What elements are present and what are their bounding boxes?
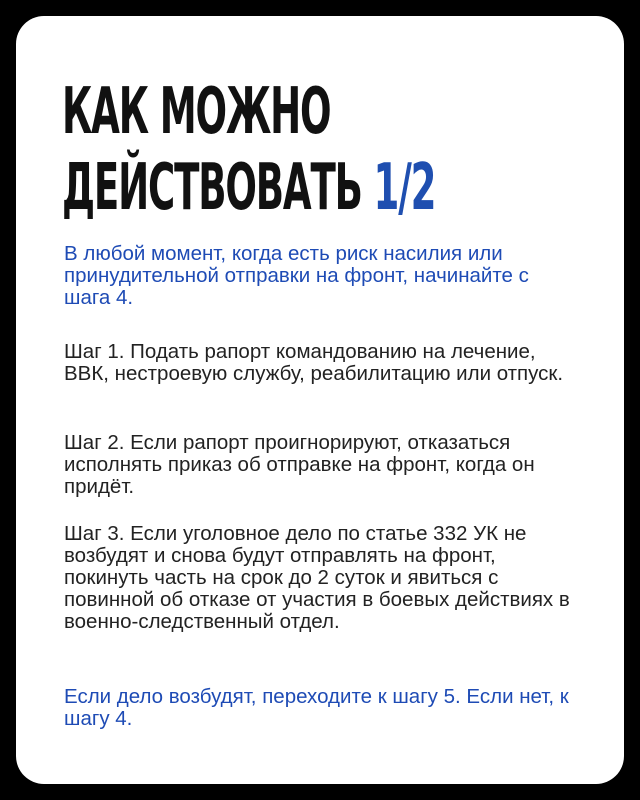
title-line-1: КАК МОЖНО (62, 75, 331, 149)
page-title (62, 74, 435, 226)
title-line-2-text: ДЕЙСТВОВАТЬ (62, 151, 362, 225)
step-1-text: Шаг 1. Подать рапорт командованию на лечение, ВВК, нестроевую службу, реабилитацию или отпуск. (64, 340, 564, 385)
step-2-text: Шаг 2. Если рапорт проигнорируют, отказаться исполнять приказ об отправке на фронт, когда он придёт. (64, 431, 535, 498)
outro-text: Если дело возбудят, переходите к шагу 5. Если нет, к шагу 4. (64, 685, 569, 730)
info-card (16, 16, 624, 784)
page-indicator: 1/2 (373, 151, 436, 225)
title-line-2 (62, 150, 435, 226)
step-3-text: Шаг 3. Если уголовное дело по статье 332 УК не возбудят и снова будут отправлять на фронт, покинуть часть на срок до 2 суток и явиться с повинной об отказе от участия в боевых действиях в военно-следственный отдел. (64, 522, 570, 633)
intro-text: В любой момент, когда есть риск насилия или принудительной отправки на фронт, начинайте с шага 4. (64, 242, 529, 309)
